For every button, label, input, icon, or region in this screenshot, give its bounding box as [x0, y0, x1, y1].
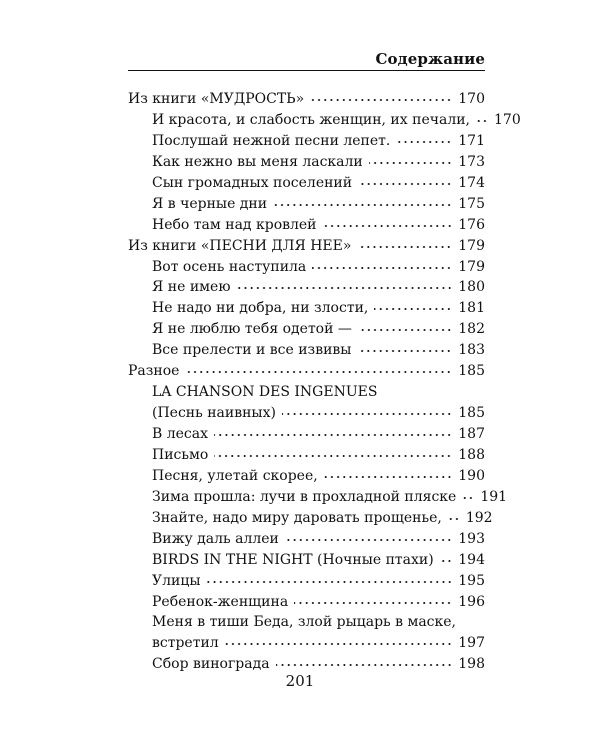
toc-entry [128, 571, 485, 592]
toc-entry-title: Разное [128, 363, 180, 380]
dot-leader [214, 433, 452, 437]
dot-leader [285, 538, 452, 542]
toc-entry-page: 185 [458, 405, 485, 422]
dot-leader [214, 454, 452, 458]
toc-entry [128, 487, 508, 508]
toc-entry-title: Из книги «ПЕСНИ ДЛЯ НЕЕ» [128, 237, 352, 254]
dot-leader [310, 98, 452, 102]
toc-entry [128, 445, 485, 466]
toc-entry-title: Небо там над кровлей [152, 216, 317, 233]
toc-entry-title: И красота, и слабость женщин, их печали, [152, 111, 471, 128]
header-title: Содержание [375, 50, 485, 68]
dot-leader [323, 224, 453, 228]
toc-entry-page: 179 [458, 237, 485, 254]
dot-leader [237, 286, 453, 290]
toc-entry [128, 215, 485, 236]
toc-entry-title: Я не люблю тебя одетой — [152, 321, 352, 338]
dot-leader [358, 328, 452, 332]
toc-entry-page: 194 [458, 551, 485, 568]
dot-leader [273, 203, 452, 207]
dot-leader [396, 140, 452, 144]
toc-entry-title: встретил [152, 635, 219, 652]
toc-entry-page: 170 [494, 111, 521, 128]
toc-entry [128, 298, 485, 319]
toc-entry-title: Письмо [152, 446, 209, 463]
running-header [128, 50, 485, 71]
dot-leader [476, 119, 488, 123]
toc-entry-title: Зима прошла: лучи в прохладной пляске [152, 488, 457, 505]
dot-leader [225, 642, 453, 646]
toc-entry-title: Вижу даль аллеи [152, 530, 279, 547]
toc-entry-page: 183 [458, 342, 485, 359]
dot-leader [312, 266, 452, 270]
dot-leader [369, 161, 453, 165]
toc-entry-page: 196 [458, 593, 485, 610]
toc-entry-title: Меня в тиши Беда, злой рыцарь в маске, [152, 614, 457, 631]
toc-entry-page: 181 [458, 300, 485, 317]
toc-entry-page: 191 [480, 488, 508, 505]
toc-entry-page: 170 [458, 91, 485, 107]
toc-entry-title: Вот осень наступила [152, 258, 307, 275]
toc-entry-page: 190 [458, 467, 485, 484]
toc-entry-title: Сын громадных поселений [152, 174, 353, 191]
toc-entry-page: 198 [458, 656, 485, 673]
toc-entry-title: Ребенок-женщина [152, 593, 289, 610]
toc-entry-title: Песня, улетай скорее, [152, 467, 318, 484]
toc-entry [128, 277, 485, 298]
toc-entry-title: (Песнь наивных) [152, 405, 276, 422]
toc-entry-title: Улицы [152, 572, 201, 589]
dot-leader [282, 412, 452, 416]
toc-entry [128, 152, 485, 173]
toc-entry-title: Из книги «МУДРОСТЬ» [128, 91, 305, 107]
toc-entry [128, 236, 485, 257]
dot-leader [357, 349, 452, 353]
toc-entry-page: 182 [458, 321, 485, 338]
toc-entry-page: 173 [458, 153, 485, 170]
toc-entry [128, 529, 485, 550]
toc-entry-title: Все прелести и все извивы [152, 342, 352, 359]
toc-entry-title: Знайте, надо миру даровать прощенье, [152, 509, 442, 526]
dot-leader [462, 496, 474, 500]
toc-entry [128, 340, 485, 361]
dot-leader [185, 370, 452, 374]
toc-entry [128, 403, 485, 424]
toc-entry [128, 257, 485, 278]
dot-leader [358, 182, 452, 186]
toc-entry-page: 176 [458, 216, 485, 233]
toc-entry [128, 319, 485, 340]
toc-entry-page: 192 [465, 509, 493, 526]
table-of-contents [128, 89, 521, 675]
dot-leader [357, 245, 452, 249]
toc-entry-title: BIRDS IN THE NIGHT (Ночные птахи) [152, 551, 434, 568]
toc-entry [128, 382, 485, 403]
toc-entry-title: Я в черные дни [152, 195, 268, 212]
toc-entry-page: 179 [458, 258, 485, 275]
toc-entry-page: 185 [458, 363, 485, 380]
toc-entry [128, 612, 485, 633]
toc-entry [128, 194, 485, 215]
toc-entry [128, 361, 485, 382]
toc-entry-title: Послушай нежной песни лепет. [152, 132, 391, 149]
toc-entry-page: 188 [458, 446, 485, 463]
toc-entry [128, 131, 485, 152]
dot-leader [207, 580, 453, 584]
toc-entry [128, 424, 485, 445]
toc-entry-page: 171 [458, 132, 485, 149]
toc-entry-title: Не надо ни добра, ни злости, [152, 300, 369, 317]
page-number: 201 [285, 672, 315, 690]
toc-entry-page: 193 [458, 530, 485, 547]
toc-entry-page: 174 [458, 174, 485, 191]
toc-entry [128, 508, 493, 529]
toc-entry-title: В лесах [152, 426, 208, 442]
toc-entry [128, 89, 485, 110]
dot-leader [440, 559, 453, 563]
toc-entry-title: Сбор винограда [152, 656, 270, 673]
toc-entry [128, 173, 485, 194]
dot-leader [324, 475, 453, 479]
toc-entry [128, 110, 521, 131]
toc-entry [128, 633, 485, 654]
toc-entry [128, 550, 485, 571]
dot-leader [448, 517, 460, 521]
dot-leader [374, 307, 452, 311]
dot-leader [276, 663, 453, 667]
toc-entry-page: 197 [458, 635, 485, 652]
toc-entry-page: 180 [458, 279, 485, 296]
toc-entry-page: 195 [458, 572, 485, 589]
toc-entry-title: LA CHANSON DES INGENUES [152, 384, 378, 401]
toc-entry-page: 187 [458, 426, 485, 442]
toc-entry-page: 175 [458, 195, 485, 212]
toc-entry [128, 592, 485, 613]
toc-entry [128, 466, 485, 487]
toc-entry-title: Как нежно вы меня ласкали [152, 153, 363, 170]
dot-leader [294, 601, 452, 605]
toc-entry-title: Я не имею [152, 279, 231, 296]
